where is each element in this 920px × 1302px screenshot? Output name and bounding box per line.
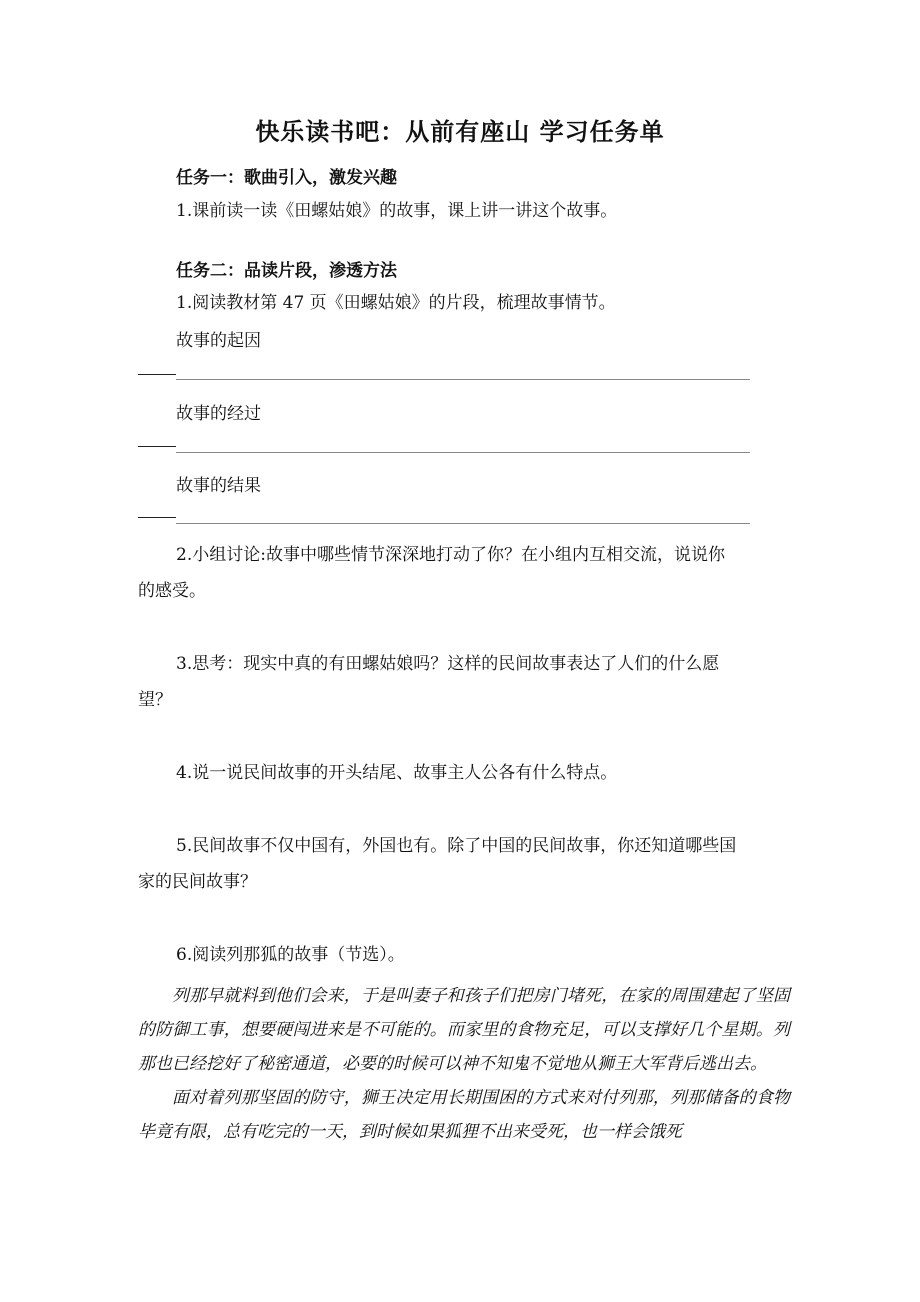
task2-item-3-line-2: 望？ [138,690,172,710]
page-title: 快乐读书吧：从前有座山 学习任务单 [255,118,665,146]
task2-item-4: 4.说一说民间故事的开头结尾、故事主人公各有什么特点。 [176,763,618,783]
task2-heading: 任务二：品读片段，渗透方法 [176,261,397,281]
answer-line-process-lead [138,446,176,447]
answer-line-cause-lead [138,374,176,375]
task2-item-3-line-1: 3.思考：现实中真的有田螺姑娘吗？这样的民间故事表达了人们的什么愿 [176,654,720,674]
story-process-label: 故事的经过 [176,404,261,424]
task2-item-2-line-2: 的感受。 [138,581,206,601]
story-excerpt [138,979,790,1149]
story-paragraph-1: 列那早就料到他们会来，于是叫妻子和孩子们把房门堵死，在家的周围建起了坚固的防御工事，想要硬闯进来是不可能的。而家里的食物充足，可以支撑好几个星期。列那也已经挖好了秘密通道，必要的时候可以神不知鬼不觉地从狮王大军背后逃出去。 [138,986,790,1074]
task2-item-1: 1.阅读教材第 47 页《田螺姑娘》的片段，梳理故事情节。 [176,293,616,313]
task2-item-5-line-2: 家的民间故事？ [138,872,257,892]
task2-item-2-line-1: 2.小组讨论:故事中哪些情节深深地打动了你？在小组内互相交流，说说你 [176,545,725,565]
task2-item-6: 6.阅读列那狐的故事（节选）。 [176,945,405,965]
answer-line-cause[interactable] [176,379,750,380]
task2-item-5-line-1: 5.民间故事不仅中国有，外国也有。除了中国的民间故事，你还知道哪些国 [176,836,737,856]
task1-heading: 任务一：歌曲引入，激发兴趣 [176,168,397,188]
answer-line-process[interactable] [176,452,750,453]
story-paragraph-2: 面对着列那坚固的防守，狮王决定用长期围困的方式来对付列那，列那储备的食物毕竟有限，总有吃完的一天，到时候如果狐狸不出来受死，也一样会饿死 [138,1088,790,1142]
answer-line-result-lead [138,517,176,518]
answer-line-result[interactable] [176,523,750,524]
story-cause-label: 故事的起因 [176,331,261,351]
task1-item-1: 1.课前读一读《田螺姑娘》的故事，课上讲一讲这个故事。 [176,201,618,221]
story-result-label: 故事的结果 [176,476,261,496]
